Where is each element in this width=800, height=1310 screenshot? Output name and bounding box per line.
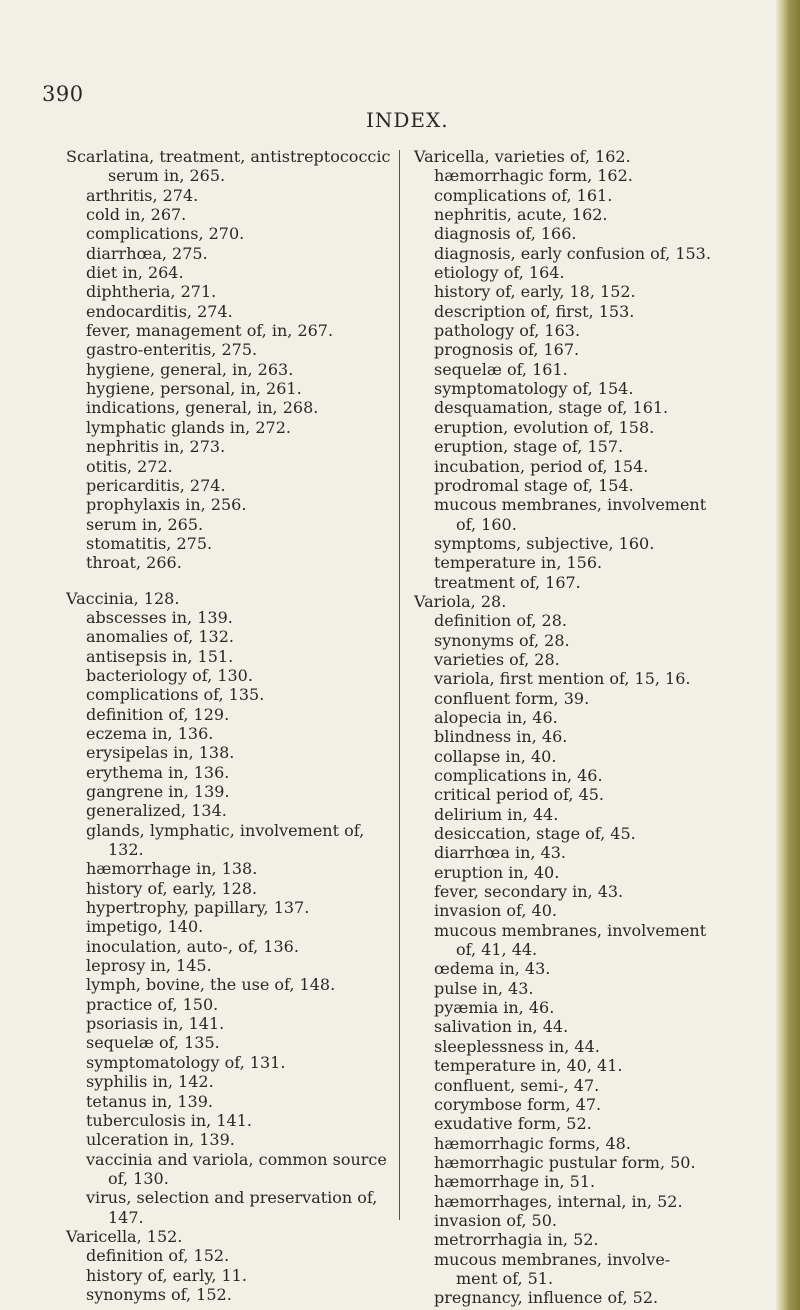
index-entry: desiccation, stage of, 45. [434,824,636,844]
index-entry: fever, management of, in, 267. [86,321,334,341]
index-entry: etiology of, 164. [434,263,565,283]
index-entry: hæmorrhages, internal, in, 52. [434,1191,683,1211]
index-entry: vaccinia and variola, common source [86,1149,387,1169]
index-entry: temperature in, 40, 41. [434,1056,623,1076]
index-entry: symptomatology of, 131. [86,1052,286,1072]
index-entry: hæmorrhage in, 51. [434,1172,596,1192]
index-entry: exudative form, 52. [434,1114,592,1134]
index-entry: mucous membranes, involvement [434,920,707,940]
index-entry: of, 160. [456,514,517,534]
index-heading: Varicella, 152. [66,1226,183,1246]
index-entry: sequelæ of, 161. [434,359,568,379]
index-entry: pyæmia in, 46. [434,998,555,1018]
index-entry: synonyms of, 28. [434,630,570,650]
index-entry: lymphatic glands in, 272. [86,417,291,437]
index-entry: serum in, 265. [108,166,226,186]
index-entry: history of, early, 11. [86,1265,247,1285]
index-entry: sleeplessness in, 44. [434,1036,600,1056]
index-entry: diphtheria, 271. [86,282,217,302]
index-entry: 147. [108,1207,144,1227]
index-entry: mucous membranes, involvement [434,495,707,515]
index-entry: definition of, 152. [86,1246,230,1266]
index-entry: history of, early, 128. [86,878,258,898]
index-entry: syphilis in, 142. [86,1072,214,1092]
index-entry: gangrene in, 139. [86,782,230,801]
index-entry: corymbose form, 47. [434,1094,602,1114]
index-entry: serum in, 265. [86,514,204,534]
index-entry: leprosy in, 145. [86,956,212,976]
index-entry: varieties of, 28. [434,649,560,669]
page-header: INDEX. [366,108,449,132]
index-entry: sequelæ of, 135. [86,1033,220,1053]
index-entry: eruption, evolution of, 158. [434,417,655,437]
index-heading: Scarlatina, treatment, antistreptococcic [66,147,391,166]
index-entry: diet in, 264. [86,263,184,283]
index-entry: complications of, 161. [434,185,613,205]
index-heading: Variola, 28. [414,591,507,611]
index-entry: hypertrophy, papillary, 137. [86,898,310,918]
page-edge [776,0,800,1310]
entry-gap [66,573,398,589]
index-entry: hæmorrhage in, 138. [86,859,258,879]
index-entry: hygiene, personal, in, 261. [86,379,302,399]
index-entry: tetanus in, 139. [86,1091,213,1111]
index-entry: confluent, semi-, 47. [434,1075,600,1095]
index-entry: mucous membranes, involve- [434,1249,671,1269]
index-entry: bacteriology of, 130. [86,665,253,685]
index-entry: confluent form, 39. [434,688,590,708]
index-entry: throat, 266. [86,553,182,573]
index-entry: pregnancy, influence of, 52. [434,1288,659,1308]
index-entry: hæmorrhagic form, 162. [434,166,633,186]
index-entry: ment of, 51. [456,1268,554,1288]
index-entry: temperature in, 156. [434,553,603,573]
index-entry: symptomatology of, 154. [434,379,634,399]
index-entry: metrorrhagia in, 52. [434,1230,599,1250]
index-entry: of, 41, 44. [456,940,538,960]
index-entry: description of, first, 153. [434,301,635,321]
index-entry: diagnosis, early confusion of, 153. [434,243,711,263]
index-entry: tuberculosis in, 141. [86,1110,252,1130]
index-heading: Varicella, varieties of, 162. [414,147,631,166]
index-entry: eruption in, 40. [434,862,560,882]
column-divider [399,150,400,1220]
index-entry: œdema in, 43. [434,959,551,979]
index-entry: hæmorrhagic pustular form, 50. [434,1152,696,1172]
index-entry: erythema in, 136. [86,762,230,782]
index-entry: alopecia in, 46. [434,707,558,727]
index-entry: salivation in, 44. [434,1017,569,1037]
index-entry: otitis, 272. [86,456,173,476]
index-entry: gastro-enteritis, 275. [86,340,258,360]
index-entry: history of, early, 18, 152. [434,282,636,302]
index-entry: 132. [108,840,144,860]
index-entry: eruption, stage of, 157. [434,437,624,457]
index-entry: diarrhœa in, 43. [434,843,566,863]
index-entry: complications of, 135. [86,685,265,705]
index-entry: complications, 270. [86,224,245,244]
index-entry: pulse in, 43. [434,978,534,998]
index-entry: glands, lymphatic, involvement of, [86,820,365,840]
index-entry: prognosis of, 167. [434,340,580,360]
index-entry: practice of, 150. [86,994,219,1014]
index-entry: fever, secondary in, 43. [434,882,624,902]
index-entry: inoculation, auto-, of, 136. [86,936,299,956]
index-entry: blindness in, 46. [434,727,568,747]
index-entry: erysipelas in, 138. [86,743,235,763]
index-entry: anomalies of, 132. [86,627,234,647]
index-entry: lymph, bovine, the use of, 148. [86,975,336,995]
index-entry: definition of, 28. [434,611,567,631]
index-entry: stomatitis, 275. [86,533,213,553]
index-entry: antisepsis in, 151. [86,646,234,666]
index-entry: critical period of, 45. [434,785,605,805]
index-entry: eczema in, 136. [86,723,214,743]
index-entry: abscesses in, 139. [86,607,233,627]
index-entry: indications, general, in, 268. [86,398,319,418]
index-entry: diagnosis of, 166. [434,224,577,244]
index-entry: invasion of, 40. [434,901,557,921]
index-entry: cold in, 267. [86,205,187,225]
index-entry: definition of, 129. [86,704,230,724]
index-column-left [66,147,398,1304]
index-entry: ulceration in, 139. [86,1130,235,1150]
index-column-right [414,147,774,1308]
index-entry: hæmorrhagic forms, 48. [434,1133,631,1153]
index-heading: Vaccinia, 128. [66,588,180,608]
index-entry: pericarditis, 274. [86,475,226,495]
index-entry: complications in, 46. [434,766,603,785]
index-entry: symptoms, subjective, 160. [434,533,655,553]
index-entry: prodromal stage of, 154. [434,475,634,495]
index-entry: psoriasis in, 141. [86,1014,225,1034]
index-entry: synonyms of, 152. [86,1284,232,1304]
index-entry: pathology of, 163. [434,321,581,341]
index-entry: invasion of, 50. [434,1210,557,1230]
index-entry: desquamation, stage of, 161. [434,398,669,418]
index-entry: virus, selection and preservation of, [86,1188,378,1208]
index-entry: nephritis, acute, 162. [434,205,608,225]
index-entry: prophylaxis in, 256. [86,495,247,515]
index-entry: hygiene, general, in, 263. [86,359,294,379]
page-number: 390 [42,82,84,106]
index-entry: of, 130. [108,1168,169,1188]
index-entry: incubation, period of, 154. [434,456,649,476]
index-entry: nephritis in, 273. [86,437,226,457]
index-entry: endocarditis, 274. [86,301,233,321]
index-entry: impetigo, 140. [86,917,204,937]
index-entry: generalized, 134. [86,801,227,821]
index-entry: delirium in, 44. [434,804,559,824]
index-entry: variola, first mention of, 15, 16. [434,669,691,689]
index-entry: diarrhœa, 275. [86,243,208,263]
index-entry: treatment of, 167. [434,572,581,592]
index-entry: collapse in, 40. [434,746,557,766]
index-entry: arthritis, 274. [86,185,199,205]
